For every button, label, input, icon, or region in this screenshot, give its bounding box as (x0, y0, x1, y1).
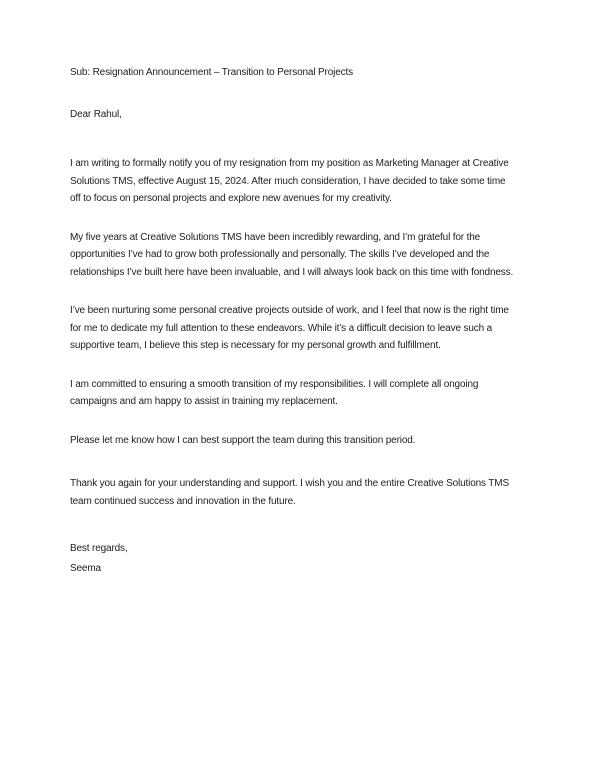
paragraph (70, 432, 600, 450)
paragraph-line: I am writing to formally notify you of my resignation from my position as Marketing Manager at Creative (70, 158, 509, 169)
paragraph (70, 229, 600, 282)
paragraph-line: team continued success and innovation in the future. (70, 495, 296, 507)
paragraph (70, 155, 600, 208)
paragraph-line: I am committed to ensuring a smooth transition of my responsibilities. I will complete all ongoing (70, 378, 479, 390)
paragraph-line: off to focus on personal projects and explore new avenues for my creativity. (70, 193, 392, 204)
paragraph-line: opportunities I’ve had to grow both professionally and personally. The skills I’ve developed and the (70, 249, 490, 260)
paragraph-line: Please let me know how I can best support the team during this transition period. (70, 434, 416, 446)
paragraph (70, 376, 600, 411)
paragraph (70, 475, 600, 510)
paragraph (70, 302, 600, 355)
paragraph-line: Solutions TMS, effective August 15, 2024. After much consideration, I have decided to take some time (70, 175, 506, 187)
paragraph-line: I’ve been nurturing some personal creative projects outside of work, and I feel that now is the right time (70, 305, 509, 316)
closing: Best regards, (70, 543, 128, 554)
signature: Seema (70, 562, 101, 574)
paragraph-line: Thank you again for your understanding and support. I wish you and the entire Creative Solutions TMS (70, 478, 509, 489)
paragraph-line: for me to dedicate my full attention to these endeavors. While it’s a difficult decision to leave such a (70, 322, 493, 334)
paragraph-line: supportive team, I believe this step is necessary for my personal growth and fulfillment. (70, 340, 441, 351)
greeting: Dear Rahul, (70, 108, 122, 120)
paragraph-line: My five years at Creative Solutions TMS have been incredibly rewarding, and I’m grateful for the (70, 231, 481, 243)
paragraph-line: campaigns and am happy to assist in training my replacement. (70, 396, 338, 407)
paragraph-line: relationships I’ve built here have been invaluable, and I will always look back on this time with fondness. (70, 266, 514, 278)
subject-line: Sub: Resignation Announcement – Transition to Personal Projects (70, 67, 353, 78)
